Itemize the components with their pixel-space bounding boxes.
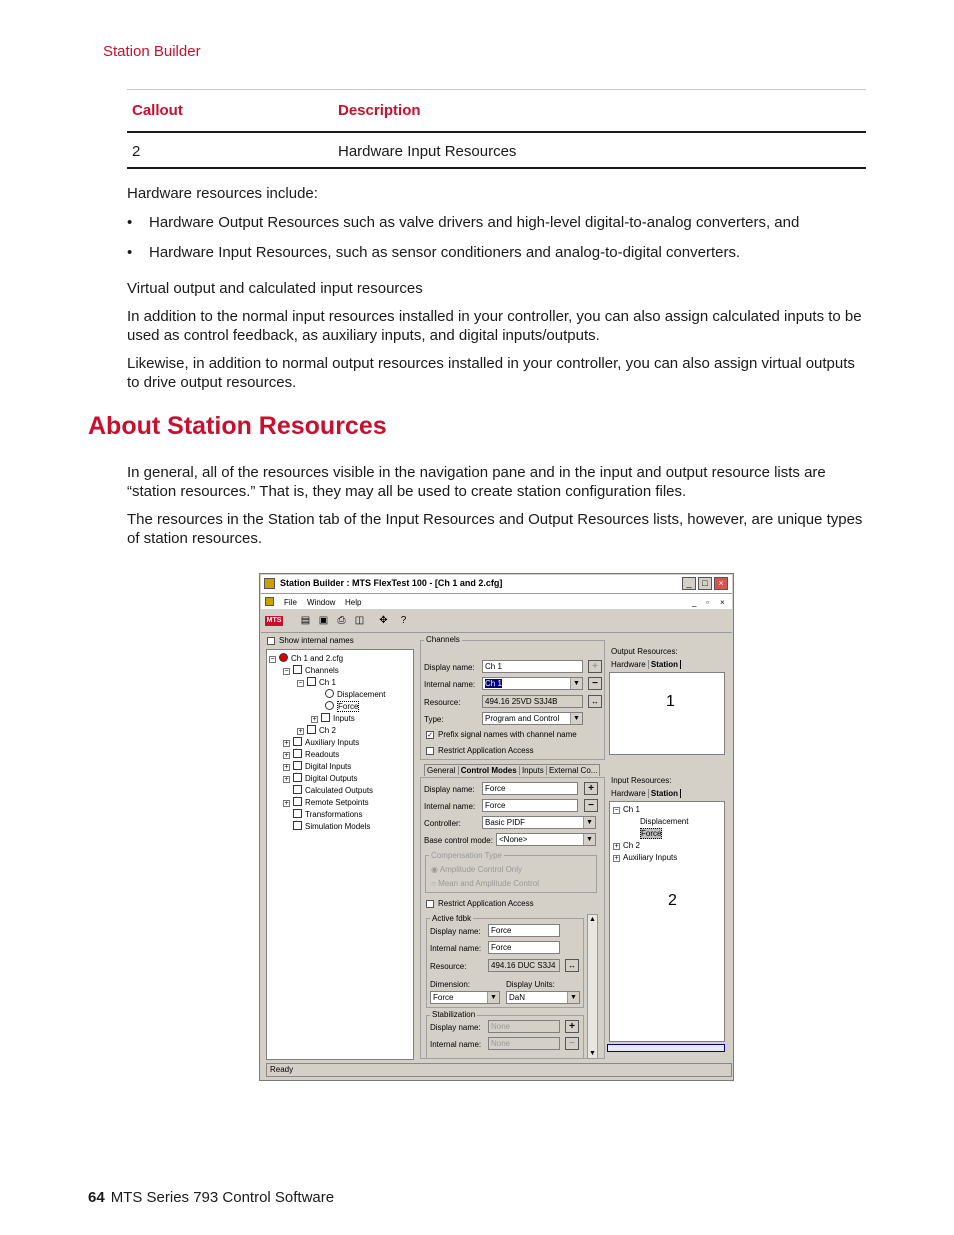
tree-item-digital-outputs[interactable]: + Digital Outputs xyxy=(284,774,358,783)
tree-item-force[interactable] xyxy=(325,701,359,711)
footer-title: MTS Series 793 Control Software xyxy=(110,1189,335,1206)
page-footer xyxy=(88,1189,334,1206)
add-icon[interactable]: + xyxy=(588,660,602,673)
type-label: Type: xyxy=(424,715,444,724)
tree-item-inputs[interactable]: + Inputs xyxy=(312,714,355,723)
column-header-description: Description xyxy=(338,102,421,119)
output-tab-strip xyxy=(611,660,681,669)
station-builder-screenshot xyxy=(259,573,734,1081)
restrict-access-label: Restrict Application Access xyxy=(438,746,534,755)
tree-label: Ch 1 xyxy=(623,805,640,814)
bullet-text: Hardware Output Resources such as valve drivers and high-level digital-to-analog converters, and xyxy=(149,214,800,231)
doc-icon xyxy=(265,597,274,606)
tree-label: Ch 2 xyxy=(623,841,640,850)
dropdown-arrow-icon: ▼ xyxy=(570,713,582,724)
channel-resource-field: 494.16 25VD S3J4B xyxy=(482,695,583,708)
prefix-signal-label: Prefix signal names with channel name xyxy=(438,730,577,739)
status-text: Ready xyxy=(270,1065,294,1074)
tab-strip xyxy=(424,764,600,776)
subheading: Virtual output and calculated input resources xyxy=(127,280,423,297)
selected-value: Program and Control xyxy=(485,714,560,723)
input-tree-auxiliary-inputs[interactable]: + Auxiliary Inputs xyxy=(614,853,678,862)
tree-item-transformations[interactable] xyxy=(293,809,363,819)
tree-label: Transformations xyxy=(305,810,363,819)
tree-label: Ch 2 xyxy=(319,726,336,735)
tree-item-ch2[interactable]: + Ch 2 xyxy=(298,726,336,735)
internal-name-label: Internal name: xyxy=(424,802,476,811)
add-icon[interactable]: + xyxy=(565,1020,579,1033)
tree-label: Digital Outputs xyxy=(305,774,358,783)
scroll-down-icon[interactable]: ▼ xyxy=(589,1050,596,1057)
tree-item-digital-inputs[interactable]: + Digital Inputs xyxy=(284,762,352,771)
tab-hardware[interactable]: Hardware xyxy=(611,660,646,669)
channel-display-name-input[interactable]: Ch 1 xyxy=(482,660,583,673)
tree-label: Ch 1 and 2.cfg xyxy=(291,654,344,663)
column-header-callout: Callout xyxy=(132,102,183,119)
close-icon[interactable]: × xyxy=(714,577,728,590)
tab-general[interactable]: General xyxy=(427,766,456,775)
tab-station[interactable]: Station xyxy=(648,660,681,669)
tree-label: Readouts xyxy=(305,750,340,759)
dropdown-arrow-icon: ▼ xyxy=(583,817,595,828)
channel-internal-name-select[interactable] xyxy=(482,677,583,690)
add-icon[interactable]: + xyxy=(584,782,598,795)
print-preview-icon[interactable]: ◫ xyxy=(352,613,367,628)
menu-file[interactable]: File xyxy=(284,598,297,607)
dropdown-arrow-icon: ▼ xyxy=(570,678,582,689)
tree-item-calculated-outputs[interactable] xyxy=(293,785,373,795)
menu-window[interactable]: Window xyxy=(307,598,336,607)
selected-value: Ch 1 xyxy=(485,679,502,688)
tab-hardware[interactable]: Hardware xyxy=(611,789,646,798)
tree-label: Force xyxy=(641,829,662,838)
tree-item-ch1[interactable]: − Ch 1 xyxy=(298,678,336,687)
input-tab-strip xyxy=(611,789,681,798)
dropdown-arrow-icon: ▼ xyxy=(567,992,579,1003)
tree-label: Channels xyxy=(305,666,339,675)
tab-control-modes[interactable]: Control Modes xyxy=(458,766,517,775)
input-resources-label: Input Resources: xyxy=(611,776,672,785)
remove-icon[interactable]: − xyxy=(584,799,598,812)
stabilization-label: Stabilization xyxy=(432,1010,476,1019)
mean-amplitude-radio[interactable]: ○ Mean and Amplitude Control xyxy=(431,879,540,888)
radio-label: Mean and Amplitude Control xyxy=(438,879,540,888)
toolbar xyxy=(261,610,732,633)
tree-label: Displacement xyxy=(337,690,386,699)
callout-1: 1 xyxy=(666,693,675,710)
tree-label: Digital Inputs xyxy=(305,762,352,771)
app-icon xyxy=(264,578,275,589)
print-icon[interactable]: ⎙ xyxy=(334,613,349,628)
table-header-rule xyxy=(127,131,866,133)
doc-minimize-icon[interactable]: _ xyxy=(692,598,697,607)
selected-value: Basic PIDF xyxy=(485,818,526,827)
tree-label: Displacement xyxy=(640,817,689,826)
tree-item-remote-setpoints[interactable]: + Remote Setpoints xyxy=(284,798,369,807)
mts-logo-icon: MTS xyxy=(266,617,282,624)
doc-restore-icon[interactable]: ▫ xyxy=(706,598,709,607)
swap-icon[interactable]: ↔ xyxy=(588,695,602,708)
show-internal-label: Show internal names xyxy=(279,636,354,645)
dropdown-arrow-icon: ▼ xyxy=(487,992,499,1003)
tree-label: Calculated Outputs xyxy=(305,786,374,795)
fdbk-internal-name-input[interactable]: Force xyxy=(488,941,560,954)
input-tree-force[interactable] xyxy=(640,829,662,838)
resource-label: Resource: xyxy=(430,962,467,971)
output-resources-list[interactable] xyxy=(609,672,725,755)
tree-item-auxiliary-inputs[interactable]: + Auxiliary Inputs xyxy=(284,738,360,747)
open-folder-icon[interactable]: ▤ xyxy=(298,613,313,628)
show-internal-checkbox[interactable] xyxy=(267,637,275,645)
tree-item-displacement[interactable] xyxy=(325,689,385,699)
stab-internal-name-input[interactable]: None xyxy=(488,1037,560,1050)
intro-text: Hardware resources include: xyxy=(127,185,318,202)
resource-label: Resource: xyxy=(424,698,461,707)
table-top-rule xyxy=(127,89,866,90)
table-cell-description: Hardware Input Resources xyxy=(338,143,517,160)
selected-value: Force xyxy=(433,993,454,1002)
tree-label: Force xyxy=(338,702,359,711)
amplitude-only-radio[interactable]: ◉ Amplitude Control Only xyxy=(431,865,523,874)
display-name-label: Display name: xyxy=(430,1023,481,1032)
tree-label: Auxiliary Inputs xyxy=(305,738,360,747)
window-title: Station Builder : MTS FlexTest 100 - [Ch 1 and 2.cfg] xyxy=(280,578,503,588)
radio-label: Amplitude Control Only xyxy=(439,865,523,874)
vertical-scrollbar[interactable] xyxy=(587,914,598,1059)
tree-label: Simulation Models xyxy=(305,822,371,831)
minimize-icon[interactable]: _ xyxy=(682,577,696,590)
tab-external-control[interactable]: External Co... xyxy=(546,766,597,775)
tree-item-channels[interactable]: − Channels xyxy=(284,666,339,675)
tree-label: Inputs xyxy=(333,714,355,723)
tab-station[interactable]: Station xyxy=(648,789,681,798)
control-mode-internal-name-input[interactable]: Force xyxy=(482,799,578,812)
maximize-icon[interactable]: □ xyxy=(698,577,712,590)
save-icon[interactable]: ▣ xyxy=(316,613,331,628)
controller-select[interactable] xyxy=(482,816,596,829)
running-header: Station Builder xyxy=(103,43,201,60)
dropdown-arrow-icon: ▼ xyxy=(583,834,595,845)
input-tree-displacement[interactable] xyxy=(640,817,688,826)
controller-label: Controller: xyxy=(424,819,461,828)
base-control-mode-select[interactable] xyxy=(496,833,596,846)
remove-icon[interactable]: − xyxy=(588,677,602,690)
internal-name-label: Internal name: xyxy=(430,944,482,953)
display-units-select[interactable] xyxy=(506,991,580,1004)
restrict-access-checkbox[interactable] xyxy=(426,900,434,908)
horizontal-scrollbar[interactable] xyxy=(607,1044,725,1052)
status-bar xyxy=(266,1063,732,1077)
bullet-dot: • xyxy=(127,214,133,231)
prefix-signal-checkbox[interactable]: ✓ xyxy=(427,732,433,739)
stab-display-name-input[interactable]: None xyxy=(488,1020,560,1033)
page-number: 64 xyxy=(88,1189,105,1206)
base-control-mode-label: Base control mode: xyxy=(424,836,493,845)
channel-type-select[interactable] xyxy=(482,712,583,725)
tree-item-config[interactable]: − Ch 1 and 2.cfg xyxy=(270,654,344,663)
tree-label: Remote Setpoints xyxy=(305,798,369,807)
callout-2: 2 xyxy=(668,892,677,909)
output-resources-label: Output Resources: xyxy=(611,647,678,656)
selected-value: <None> xyxy=(499,835,528,844)
help-icon[interactable]: ? xyxy=(396,613,411,628)
paragraph: The resources in the Station tab of the Input Resources and Output Resources lists, however, are unique types of station resources. xyxy=(127,511,863,547)
tab-inputs[interactable]: Inputs xyxy=(519,766,544,775)
dimension-select[interactable] xyxy=(430,991,500,1004)
fdbk-resource-field: 494.16 DUC S3J4 xyxy=(488,959,560,972)
swap-icon[interactable]: ↔ xyxy=(565,959,579,972)
internal-name-label: Internal name: xyxy=(430,1040,482,1049)
compensation-group-label: Compensation Type xyxy=(431,851,503,860)
display-name-label: Display name: xyxy=(430,927,481,936)
channels-group-label: Channels xyxy=(426,635,460,644)
display-units-label: Display Units: xyxy=(506,980,555,989)
tree-label: Ch 1 xyxy=(319,678,336,687)
restrict-access-label: Restrict Application Access xyxy=(438,899,534,908)
active-fdbk-label: Active fdbk xyxy=(432,914,472,923)
resource-icon[interactable]: ✥ xyxy=(376,613,391,628)
fdbk-display-name-input[interactable]: Force xyxy=(488,924,560,937)
restrict-access-checkbox[interactable] xyxy=(426,747,434,755)
tree-item-simulation-models[interactable] xyxy=(293,821,370,831)
selected-value: DaN xyxy=(509,993,526,1002)
tree-label: Auxiliary Inputs xyxy=(623,853,678,862)
display-name-label: Display name: xyxy=(424,663,475,672)
paragraph: Likewise, in addition to normal output resources installed in your controller, you can also assign virtual outputs to drive output resources. xyxy=(127,355,855,391)
bullet-text: Hardware Input Resources, such as sensor conditioners and analog-to-digital converters. xyxy=(149,244,741,261)
display-name-label: Display name: xyxy=(424,785,475,794)
menu-help[interactable]: Help xyxy=(345,598,362,607)
paragraph: In addition to the normal input resources installed in your controller, you can also assign calculated inputs to be used as control feedback, as auxiliary inputs, and digital inputs/outputs. xyxy=(127,308,862,344)
paragraph: In general, all of the resources visible in the navigation pane and in the input and output resource lists are “station resources.” That is, they may all be used to create station configuration files. xyxy=(127,464,826,500)
scroll-up-icon[interactable]: ▲ xyxy=(589,916,596,923)
remove-icon[interactable]: − xyxy=(565,1037,579,1050)
tree-item-readouts[interactable]: + Readouts xyxy=(284,750,340,759)
input-tree-ch2[interactable]: + Ch 2 xyxy=(614,841,640,850)
doc-close-icon[interactable]: × xyxy=(720,598,725,607)
section-heading: About Station Resources xyxy=(88,412,387,440)
table-cell-callout: 2 xyxy=(132,143,141,160)
internal-name-label: Internal name: xyxy=(424,680,476,689)
control-mode-display-name-input[interactable]: Force xyxy=(482,782,578,795)
table-bottom-rule xyxy=(127,167,866,169)
input-resources-list[interactable] xyxy=(609,801,725,1042)
dimension-label: Dimension: xyxy=(430,980,471,989)
bullet-dot: • xyxy=(127,244,133,261)
input-tree-ch1[interactable]: − Ch 1 xyxy=(614,805,640,814)
